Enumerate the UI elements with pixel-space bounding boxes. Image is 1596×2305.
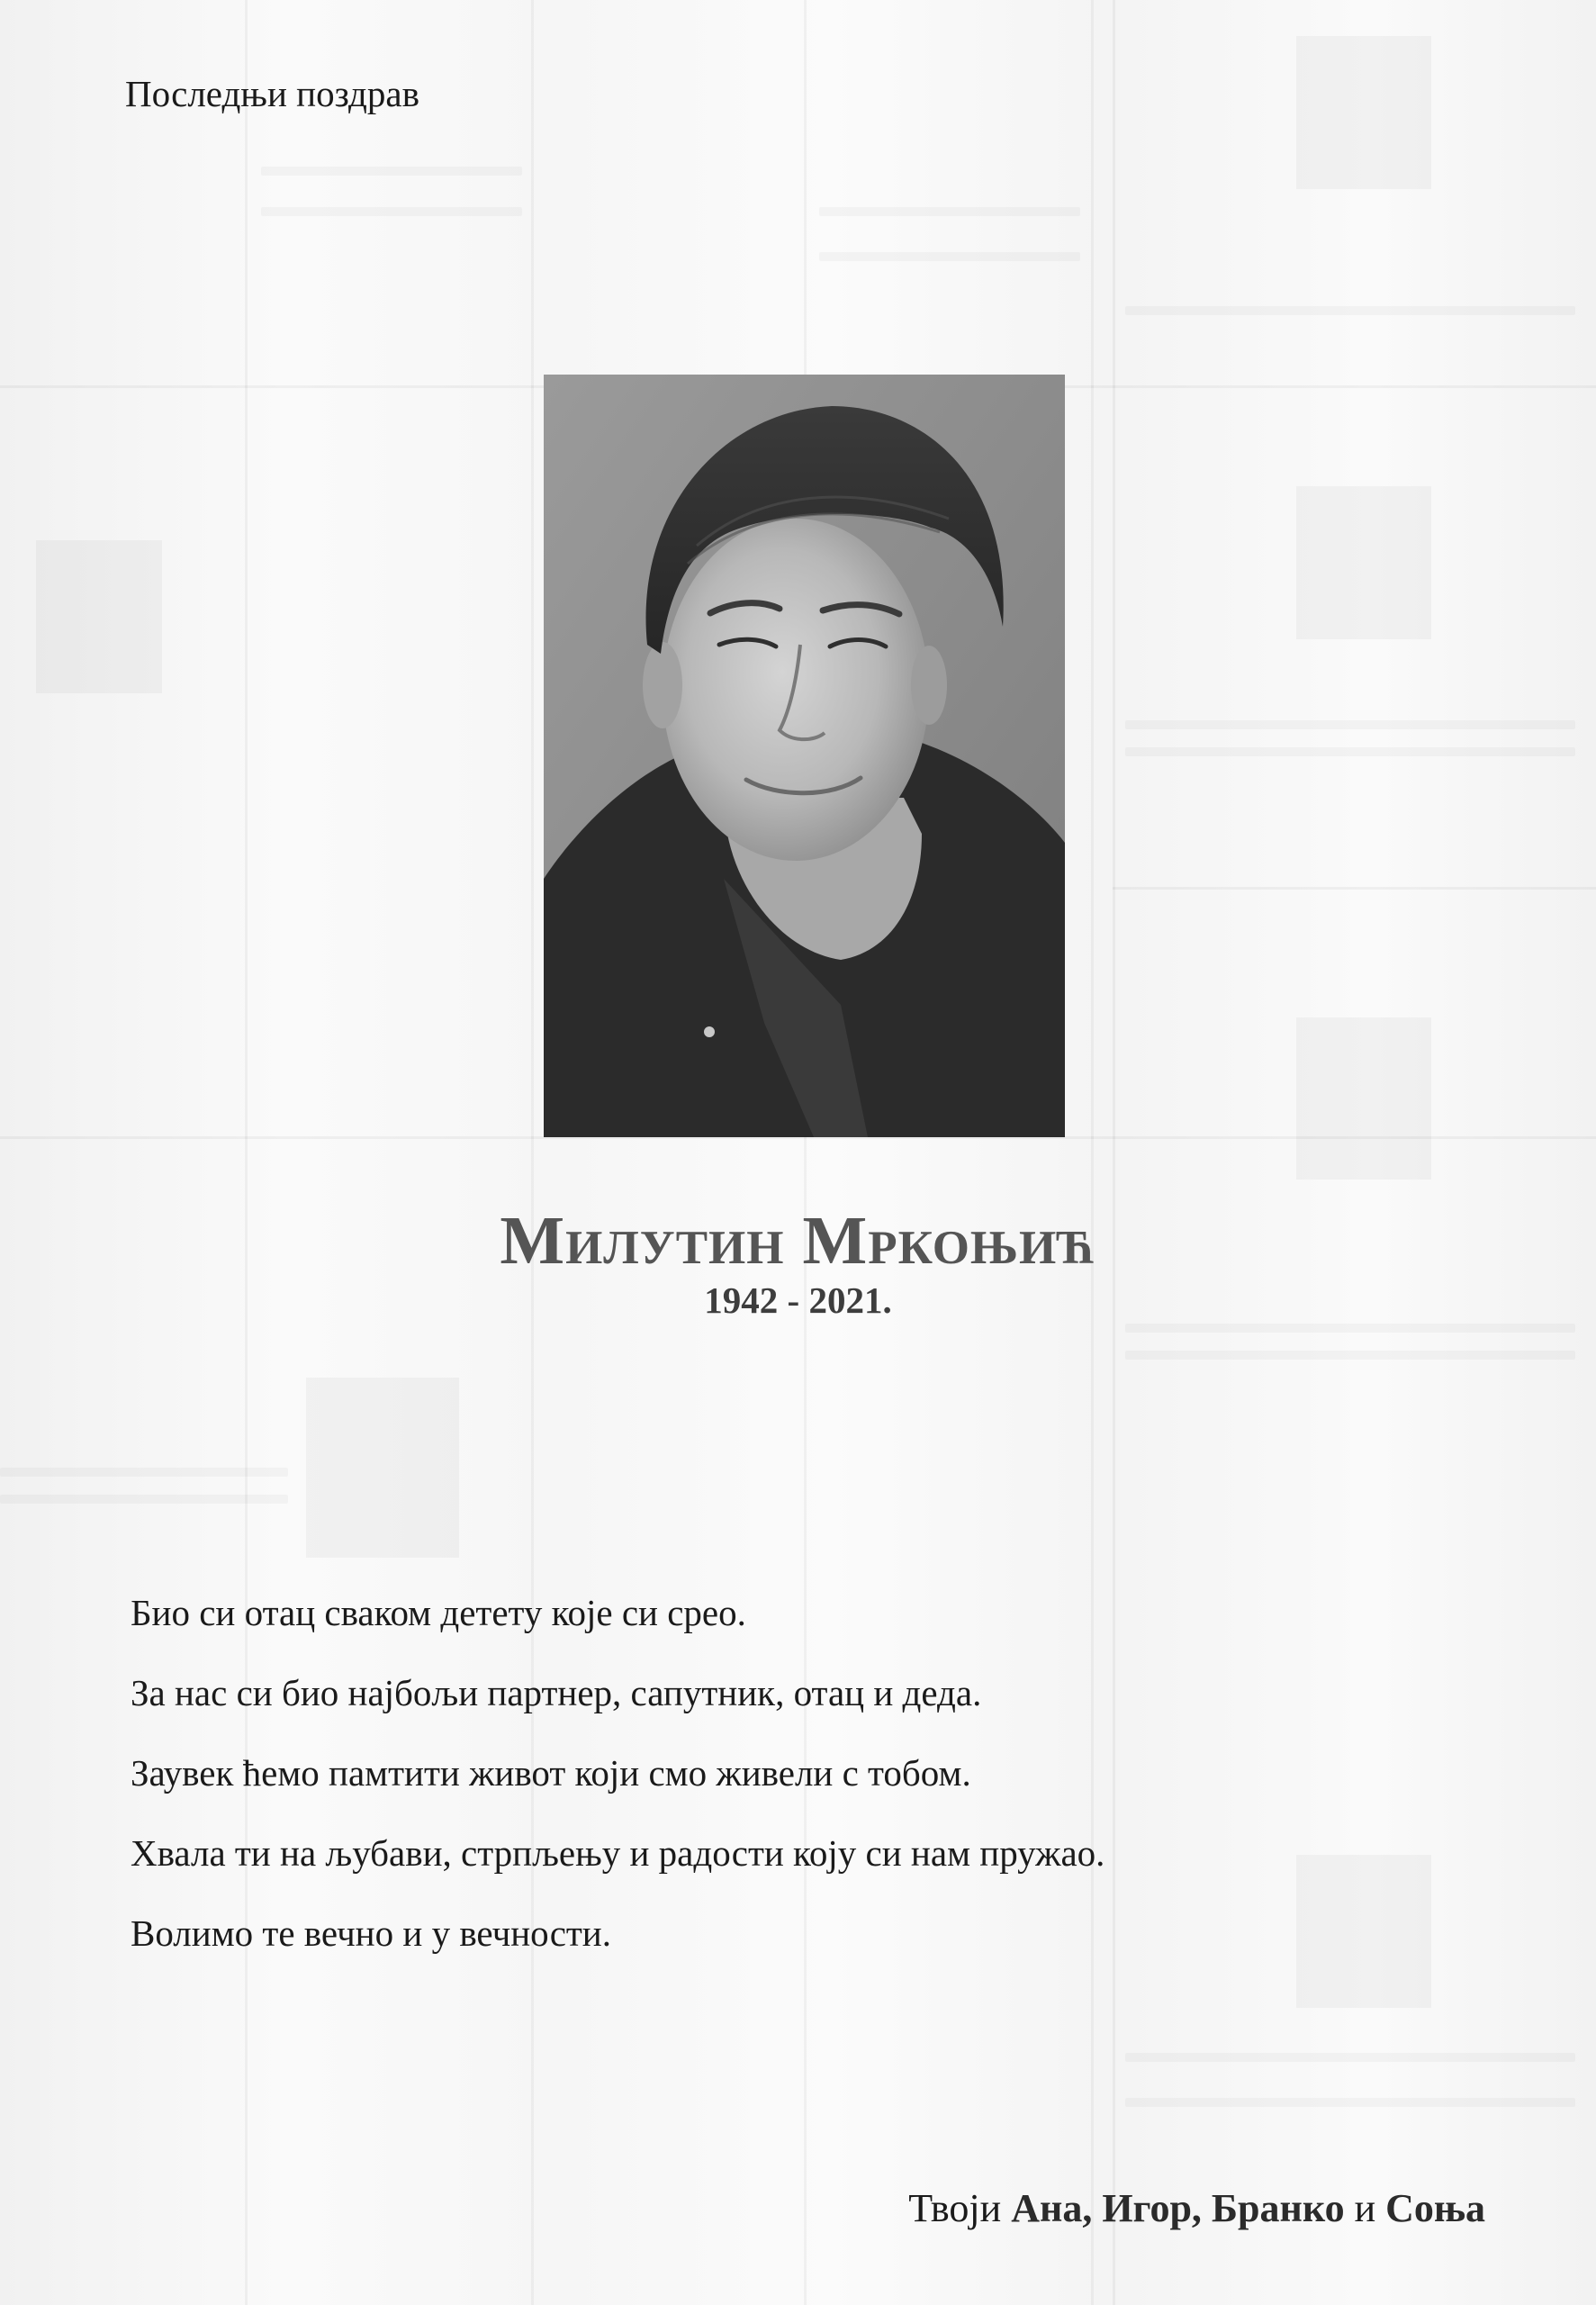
- signature-separator: ,: [1082, 2186, 1103, 2230]
- signature-separator: ,: [1191, 2186, 1212, 2230]
- signature-conjunction: и: [1344, 2186, 1386, 2230]
- tribute-line: За нас си био најбољи партнер, сапутник, отац и деда.: [131, 1672, 982, 1713]
- tribute-line: Хвала ти на љубави, стрпљењу и радости коју си нам пружао.: [131, 1832, 1105, 1874]
- signature-name: Игор: [1102, 2186, 1192, 2230]
- tribute-text: [131, 1573, 1481, 1974]
- tribute-line: Заувек ћемо памтити живот који смо живели с тобом.: [131, 1752, 971, 1794]
- signature-prefix: Твоји: [908, 2186, 1012, 2230]
- signature-name: Ана: [1011, 2186, 1083, 2230]
- signature-name: Бранко: [1211, 2186, 1345, 2230]
- portrait-photo: [544, 375, 1065, 1137]
- signature: [908, 2185, 1485, 2231]
- tribute-line: Волимо те вечно и у вечности.: [131, 1912, 612, 1954]
- tribute-line: Био си отац сваком детету које си срео.: [131, 1592, 746, 1633]
- life-years: 1942 - 2021.: [704, 1279, 892, 1321]
- signature-name: Соња: [1385, 2186, 1485, 2230]
- notice-header: Последњи поздрав: [125, 73, 419, 114]
- deceased-name: Милутин Мркоњић: [500, 1203, 1096, 1279]
